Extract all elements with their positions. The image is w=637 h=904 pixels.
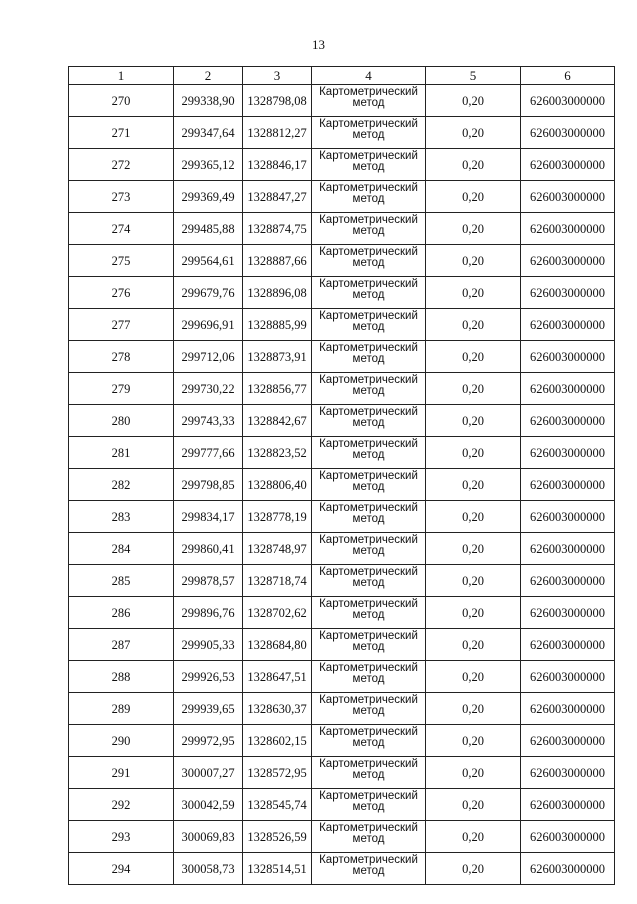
method-cell (312, 437, 426, 469)
table-row (69, 341, 615, 373)
x-coordinate-cell: 299860,41 (174, 533, 243, 565)
x-coordinate-cell: 299485,88 (174, 213, 243, 245)
method-line: метод (352, 449, 385, 461)
accuracy-cell: 0,20 (426, 373, 521, 405)
y-coordinate-cell: 1328572,95 (243, 757, 312, 789)
table-row (69, 181, 615, 213)
table-row (69, 277, 615, 309)
table-row (69, 661, 615, 693)
y-coordinate-cell: 1328885,99 (243, 309, 312, 341)
method-line: метод (352, 577, 385, 589)
code-cell: 626003000000 (521, 789, 615, 821)
method-line: Картометрический (319, 246, 418, 258)
method-line: Картометрический (319, 406, 418, 418)
method-cell (312, 693, 426, 725)
method-line: метод (352, 865, 385, 877)
code-cell: 626003000000 (521, 821, 615, 853)
y-coordinate-cell: 1328602,15 (243, 725, 312, 757)
y-coordinate-cell: 1328514,51 (243, 853, 312, 885)
accuracy-cell: 0,20 (426, 693, 521, 725)
method-cell (312, 277, 426, 309)
method-line: метод (352, 481, 385, 493)
x-coordinate-cell: 299730,22 (174, 373, 243, 405)
accuracy-cell: 0,20 (426, 725, 521, 757)
table-row (69, 437, 615, 469)
accuracy-cell: 0,20 (426, 437, 521, 469)
table-header-row (69, 67, 615, 85)
y-coordinate-cell: 1328798,08 (243, 85, 312, 117)
accuracy-cell: 0,20 (426, 757, 521, 789)
method-line: Картометрический (319, 342, 418, 354)
point-number-cell: 288 (69, 661, 174, 693)
method-cell (312, 629, 426, 661)
table-row (69, 469, 615, 501)
method-line: Картометрический (319, 502, 418, 514)
table-row (69, 213, 615, 245)
y-coordinate-cell: 1328526,59 (243, 821, 312, 853)
accuracy-cell: 0,20 (426, 405, 521, 437)
method-cell (312, 373, 426, 405)
point-number-cell: 289 (69, 693, 174, 725)
accuracy-cell: 0,20 (426, 341, 521, 373)
x-coordinate-cell: 299338,90 (174, 85, 243, 117)
method-line: метод (352, 705, 385, 717)
table-row (69, 693, 615, 725)
method-cell (312, 309, 426, 341)
accuracy-cell: 0,20 (426, 149, 521, 181)
code-cell: 626003000000 (521, 341, 615, 373)
method-cell (312, 661, 426, 693)
point-number-cell: 274 (69, 213, 174, 245)
column-header-6: 6 (521, 67, 615, 85)
method-line: Картометрический (319, 630, 418, 642)
code-cell: 626003000000 (521, 149, 615, 181)
method-line: метод (352, 513, 385, 525)
code-cell: 626003000000 (521, 853, 615, 885)
method-line: Картометрический (319, 438, 418, 450)
accuracy-cell: 0,20 (426, 213, 521, 245)
table-row (69, 245, 615, 277)
method-line: метод (352, 161, 385, 173)
page-number: 13 (312, 37, 325, 52)
code-cell: 626003000000 (521, 597, 615, 629)
table-row (69, 405, 615, 437)
table-row (69, 789, 615, 821)
method-cell (312, 501, 426, 533)
table-body (69, 85, 615, 885)
method-line: Картометрический (319, 854, 418, 866)
method-line: метод (352, 801, 385, 813)
y-coordinate-cell: 1328887,66 (243, 245, 312, 277)
point-number-cell: 279 (69, 373, 174, 405)
accuracy-cell: 0,20 (426, 277, 521, 309)
method-line: Картометрический (319, 214, 418, 226)
point-number-cell: 294 (69, 853, 174, 885)
code-cell: 626003000000 (521, 693, 615, 725)
method-cell (312, 533, 426, 565)
x-coordinate-cell: 299972,95 (174, 725, 243, 757)
table-row (69, 501, 615, 533)
x-coordinate-cell: 299878,57 (174, 565, 243, 597)
table-row (69, 821, 615, 853)
point-number-cell: 293 (69, 821, 174, 853)
point-number-cell: 285 (69, 565, 174, 597)
y-coordinate-cell: 1328702,62 (243, 597, 312, 629)
accuracy-cell: 0,20 (426, 789, 521, 821)
y-coordinate-cell: 1328847,27 (243, 181, 312, 213)
method-cell (312, 85, 426, 117)
table-row (69, 149, 615, 181)
code-cell: 626003000000 (521, 309, 615, 341)
method-line: Картометрический (319, 822, 418, 834)
point-number-cell: 278 (69, 341, 174, 373)
x-coordinate-cell: 299365,12 (174, 149, 243, 181)
method-line: метод (352, 673, 385, 685)
coordinates-table (68, 66, 615, 885)
code-cell: 626003000000 (521, 629, 615, 661)
method-line: метод (352, 97, 385, 109)
code-cell: 626003000000 (521, 661, 615, 693)
table-row (69, 725, 615, 757)
method-cell (312, 725, 426, 757)
method-line: метод (352, 129, 385, 141)
point-number-cell: 281 (69, 437, 174, 469)
y-coordinate-cell: 1328778,19 (243, 501, 312, 533)
accuracy-cell: 0,20 (426, 309, 521, 341)
method-cell (312, 853, 426, 885)
method-line: метод (352, 769, 385, 781)
method-line: Картометрический (319, 662, 418, 674)
method-line: метод (352, 833, 385, 845)
x-coordinate-cell: 299939,65 (174, 693, 243, 725)
point-number-cell: 271 (69, 117, 174, 149)
y-coordinate-cell: 1328647,51 (243, 661, 312, 693)
code-cell: 626003000000 (521, 181, 615, 213)
x-coordinate-cell: 299679,76 (174, 277, 243, 309)
x-coordinate-cell: 299564,61 (174, 245, 243, 277)
point-number-cell: 272 (69, 149, 174, 181)
point-number-cell: 275 (69, 245, 174, 277)
method-line: Картометрический (319, 374, 418, 386)
accuracy-cell: 0,20 (426, 117, 521, 149)
method-line: метод (352, 641, 385, 653)
accuracy-cell: 0,20 (426, 853, 521, 885)
x-coordinate-cell: 299743,33 (174, 405, 243, 437)
point-number-cell: 287 (69, 629, 174, 661)
column-header-1: 1 (69, 67, 174, 85)
method-line: метод (352, 289, 385, 301)
method-cell (312, 245, 426, 277)
x-coordinate-cell: 300042,59 (174, 789, 243, 821)
method-line: метод (352, 193, 385, 205)
method-line: метод (352, 417, 385, 429)
method-line: метод (352, 353, 385, 365)
method-cell (312, 181, 426, 213)
y-coordinate-cell: 1328806,40 (243, 469, 312, 501)
method-cell (312, 341, 426, 373)
accuracy-cell: 0,20 (426, 245, 521, 277)
method-line: Картометрический (319, 150, 418, 162)
code-cell: 626003000000 (521, 373, 615, 405)
y-coordinate-cell: 1328630,37 (243, 693, 312, 725)
code-cell: 626003000000 (521, 725, 615, 757)
table-row (69, 597, 615, 629)
x-coordinate-cell: 300007,27 (174, 757, 243, 789)
y-coordinate-cell: 1328846,17 (243, 149, 312, 181)
method-line: Картометрический (319, 694, 418, 706)
method-line: метод (352, 321, 385, 333)
x-coordinate-cell: 299777,66 (174, 437, 243, 469)
code-cell: 626003000000 (521, 501, 615, 533)
x-coordinate-cell: 299347,64 (174, 117, 243, 149)
method-cell (312, 117, 426, 149)
method-line: метод (352, 545, 385, 557)
code-cell: 626003000000 (521, 565, 615, 597)
x-coordinate-cell: 299834,17 (174, 501, 243, 533)
method-cell (312, 469, 426, 501)
column-header-2: 2 (174, 67, 243, 85)
x-coordinate-cell: 299905,33 (174, 629, 243, 661)
y-coordinate-cell: 1328812,27 (243, 117, 312, 149)
point-number-cell: 280 (69, 405, 174, 437)
method-cell (312, 213, 426, 245)
point-number-cell: 273 (69, 181, 174, 213)
accuracy-cell: 0,20 (426, 597, 521, 629)
method-line: Картометрический (319, 118, 418, 130)
method-cell (312, 597, 426, 629)
method-cell (312, 821, 426, 853)
accuracy-cell: 0,20 (426, 469, 521, 501)
accuracy-cell: 0,20 (426, 85, 521, 117)
method-line: Картометрический (319, 534, 418, 546)
table-row (69, 757, 615, 789)
table-row (69, 373, 615, 405)
table-row (69, 117, 615, 149)
column-header-5: 5 (426, 67, 521, 85)
point-number-cell: 284 (69, 533, 174, 565)
method-line: Картометрический (319, 790, 418, 802)
code-cell: 626003000000 (521, 277, 615, 309)
method-line: Картометрический (319, 310, 418, 322)
y-coordinate-cell: 1328823,52 (243, 437, 312, 469)
x-coordinate-cell: 299369,49 (174, 181, 243, 213)
table-row (69, 309, 615, 341)
y-coordinate-cell: 1328874,75 (243, 213, 312, 245)
accuracy-cell: 0,20 (426, 661, 521, 693)
method-line: метод (352, 257, 385, 269)
method-line: метод (352, 737, 385, 749)
x-coordinate-cell: 299896,76 (174, 597, 243, 629)
accuracy-cell: 0,20 (426, 533, 521, 565)
method-cell (312, 149, 426, 181)
x-coordinate-cell: 299926,53 (174, 661, 243, 693)
table-row (69, 565, 615, 597)
accuracy-cell: 0,20 (426, 629, 521, 661)
method-line: Картометрический (319, 566, 418, 578)
accuracy-cell: 0,20 (426, 821, 521, 853)
y-coordinate-cell: 1328873,91 (243, 341, 312, 373)
method-cell (312, 405, 426, 437)
point-number-cell: 291 (69, 757, 174, 789)
method-line: Картометрический (319, 470, 418, 482)
method-line: Картометрический (319, 726, 418, 738)
point-number-cell: 286 (69, 597, 174, 629)
code-cell: 626003000000 (521, 405, 615, 437)
column-header-4: 4 (312, 67, 426, 85)
method-cell (312, 565, 426, 597)
y-coordinate-cell: 1328856,77 (243, 373, 312, 405)
accuracy-cell: 0,20 (426, 181, 521, 213)
column-header-3: 3 (243, 67, 312, 85)
method-line: Картометрический (319, 182, 418, 194)
code-cell: 626003000000 (521, 757, 615, 789)
code-cell: 626003000000 (521, 469, 615, 501)
y-coordinate-cell: 1328842,67 (243, 405, 312, 437)
point-number-cell: 277 (69, 309, 174, 341)
code-cell: 626003000000 (521, 85, 615, 117)
x-coordinate-cell: 299798,85 (174, 469, 243, 501)
code-cell: 626003000000 (521, 533, 615, 565)
point-number-cell: 283 (69, 501, 174, 533)
y-coordinate-cell: 1328684,80 (243, 629, 312, 661)
table-row (69, 629, 615, 661)
code-cell: 626003000000 (521, 117, 615, 149)
accuracy-cell: 0,20 (426, 565, 521, 597)
method-line: Картометрический (319, 758, 418, 770)
point-number-cell: 282 (69, 469, 174, 501)
y-coordinate-cell: 1328748,97 (243, 533, 312, 565)
code-cell: 626003000000 (521, 213, 615, 245)
method-line: Картометрический (319, 278, 418, 290)
y-coordinate-cell: 1328545,74 (243, 789, 312, 821)
method-line: Картометрический (319, 86, 418, 98)
x-coordinate-cell: 300069,83 (174, 821, 243, 853)
code-cell: 626003000000 (521, 245, 615, 277)
method-line: метод (352, 385, 385, 397)
method-line: Картометрический (319, 598, 418, 610)
y-coordinate-cell: 1328896,08 (243, 277, 312, 309)
method-cell (312, 789, 426, 821)
point-number-cell: 292 (69, 789, 174, 821)
x-coordinate-cell: 300058,73 (174, 853, 243, 885)
point-number-cell: 276 (69, 277, 174, 309)
point-number-cell: 270 (69, 85, 174, 117)
x-coordinate-cell: 299712,06 (174, 341, 243, 373)
x-coordinate-cell: 299696,91 (174, 309, 243, 341)
table-row (69, 533, 615, 565)
accuracy-cell: 0,20 (426, 501, 521, 533)
point-number-cell: 290 (69, 725, 174, 757)
method-line: метод (352, 225, 385, 237)
code-cell: 626003000000 (521, 437, 615, 469)
y-coordinate-cell: 1328718,74 (243, 565, 312, 597)
method-cell (312, 757, 426, 789)
table-row (69, 853, 615, 885)
method-line: метод (352, 609, 385, 621)
table-row (69, 85, 615, 117)
